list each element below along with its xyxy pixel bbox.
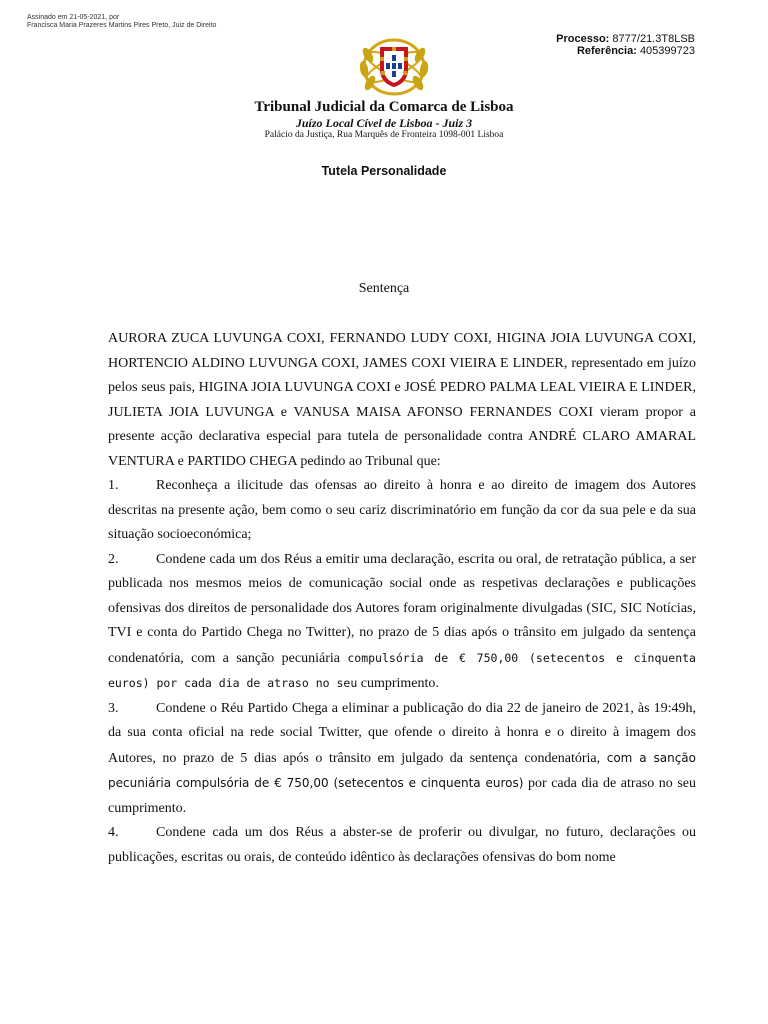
- request-item-3: [108, 697, 696, 822]
- intro-paragraph: AURORA ZUCA LUVUNGA COXI, FERNANDO LUDY COXI, HIGINA JOIA LUVUNGA COXI, HORTENCIO ALDINO LUVUNGA COXI, JAMES COXI VIEIRA E LINDER, representado em juízo pelos seus pais, HIGINA JOIA LUVUNGA COXI e JOSÉ PEDRO PALMA LEAL VIEIRA E LINDER, JULIETA JOIA LUVUNGA e VANUSA MAISA AFONSO FERNANDES COXI vieram propor a presente acção declarativa especial para tutela de personalidade contra ANDRÉ CLARO AMARAL VENTURA e PARTIDO CHEGA pedindo ao Tribunal que:: [108, 331, 696, 469]
- document-body: [108, 327, 696, 870]
- item-number: 4.: [108, 825, 119, 840]
- court-address: Palácio da Justiça, Rua Marquês de Fronteira 1098-001 Lisboa: [264, 130, 504, 140]
- request-item-1: [108, 474, 696, 548]
- process-reference: [556, 33, 695, 57]
- item-text: Condene cada um dos Réus a abster-se de proferir ou divulgar, no futuro, declarações ou publicações, escritas ou orais, de conteúdo idêntico às declarações ofensivas do bom nome: [108, 825, 696, 865]
- item-text-tail: por cada dia de atraso no seu cumprimento.: [108, 776, 696, 816]
- item-number: 3.: [108, 700, 119, 716]
- signature-line-1: Assinado em 21-05-2021, por: [27, 14, 120, 21]
- referencia-value: 405399723: [639, 45, 695, 57]
- item-text: Condene cada um dos Réus a emitir uma declaração, escrita ou oral, de retratação pública, a ser publicada nos mesmos meios de comunicação social onde as respetivas declarações e publicações ofensivas dos direitos de personalidade dos Autores foram originalmente divulgadas (SIC, SIC Notícias, TVI e conta do Partido Chega no Twitter), no prazo de 5 dias após o trânsito em julgado da sentença condenatória, com a sanção pecuniária: [108, 551, 696, 666]
- item-text-condensed: com a sanção pecuniária compulsória de € 750,00 (setecentos e cinquenta euros): [108, 750, 696, 790]
- request-item-4: [108, 821, 696, 870]
- court-section: Juízo Local Cível de Lisboa - Juiz 3: [295, 116, 473, 130]
- case-topic: Tutela Personalidade: [321, 164, 447, 178]
- document-title: Sentença: [358, 281, 410, 296]
- item-text-mono: compulsória de € 750,00 (setecentos e cinquenta euros) por cada dia de atraso no seu: [108, 650, 696, 690]
- signature-line-2: Francisca Maria Prazeres Martins Pires Preto, Juiz de Direito: [27, 22, 217, 29]
- signature-stamp: [27, 14, 216, 30]
- processo-label: Processo:: [556, 33, 610, 45]
- item-text-tail: cumprimento.: [360, 676, 439, 691]
- portuguese-coat-of-arms-icon: [356, 35, 432, 99]
- request-item-2: [108, 548, 696, 697]
- processo-value: 8777/21.3T8LSB: [612, 33, 695, 45]
- court-name: Tribunal Judicial da Comarca de Lisboa: [254, 99, 514, 115]
- item-text: Reconheça a ilicitude das ofensas ao direito à honra e ao direito de imagem dos Autores descritas na presente ação, bem como o seu cariz discriminatório em função da cor da sua pele e da sua situação socioeconómica;: [108, 478, 696, 542]
- referencia-label: Referência:: [576, 45, 637, 57]
- item-number: 2.: [108, 551, 119, 567]
- item-text: Condene o Réu Partido Chega a eliminar a publicação do dia 22 de janeiro de 2021, às 19:49h, da sua conta oficial na rede social Twitter, que ofende o direito à honra e o direito à imagem dos Autores, no prazo de 5 dias após o trânsito em julgado da sentença condenatória,: [108, 700, 696, 766]
- item-number: 1.: [108, 478, 119, 493]
